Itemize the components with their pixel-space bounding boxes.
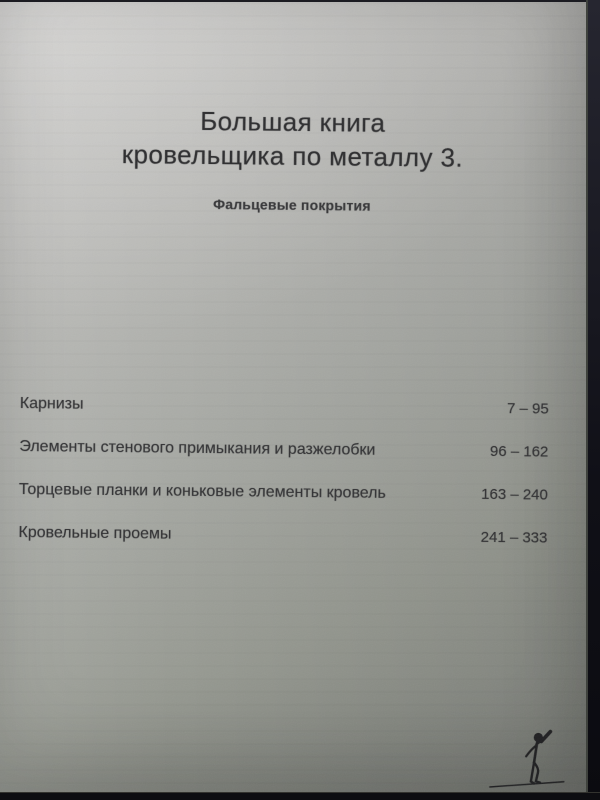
page-content [0, 2, 588, 799]
toc-row [0, 438, 583, 460]
toc-row [0, 395, 584, 417]
toc-item-label: Торцевые планки и коньковые элементы кровель [18, 481, 386, 502]
toc-item-pages: 163 – 240 [481, 485, 548, 504]
page-subtitle: Фальцевые покрытия [212, 196, 371, 214]
toc-item-label: Кровельные проемы [18, 524, 172, 543]
stick-figure-icon [486, 724, 567, 791]
photo-edge-bottom [0, 792, 600, 800]
toc-row [0, 524, 583, 546]
toc-item-label: Элементы стенового примыкания и разжелобки [19, 438, 376, 459]
toc-item-label: Карнизы [19, 395, 84, 413]
page-title-line2: кровельщика по металлу 3. [121, 139, 464, 173]
toc-item-pages: 96 – 162 [489, 442, 549, 461]
book-page [0, 2, 588, 793]
page-title [0, 102, 587, 176]
toc-row [0, 481, 583, 503]
photo-edge-right [586, 0, 600, 800]
page-title-line1: Большая книга [200, 105, 386, 138]
toc-item-pages: 7 – 95 [506, 400, 549, 418]
title-block [0, 102, 587, 216]
toc-item-pages: 241 – 333 [480, 528, 548, 547]
table-of-contents [0, 395, 584, 573]
photo-edge-top [0, 0, 600, 2]
